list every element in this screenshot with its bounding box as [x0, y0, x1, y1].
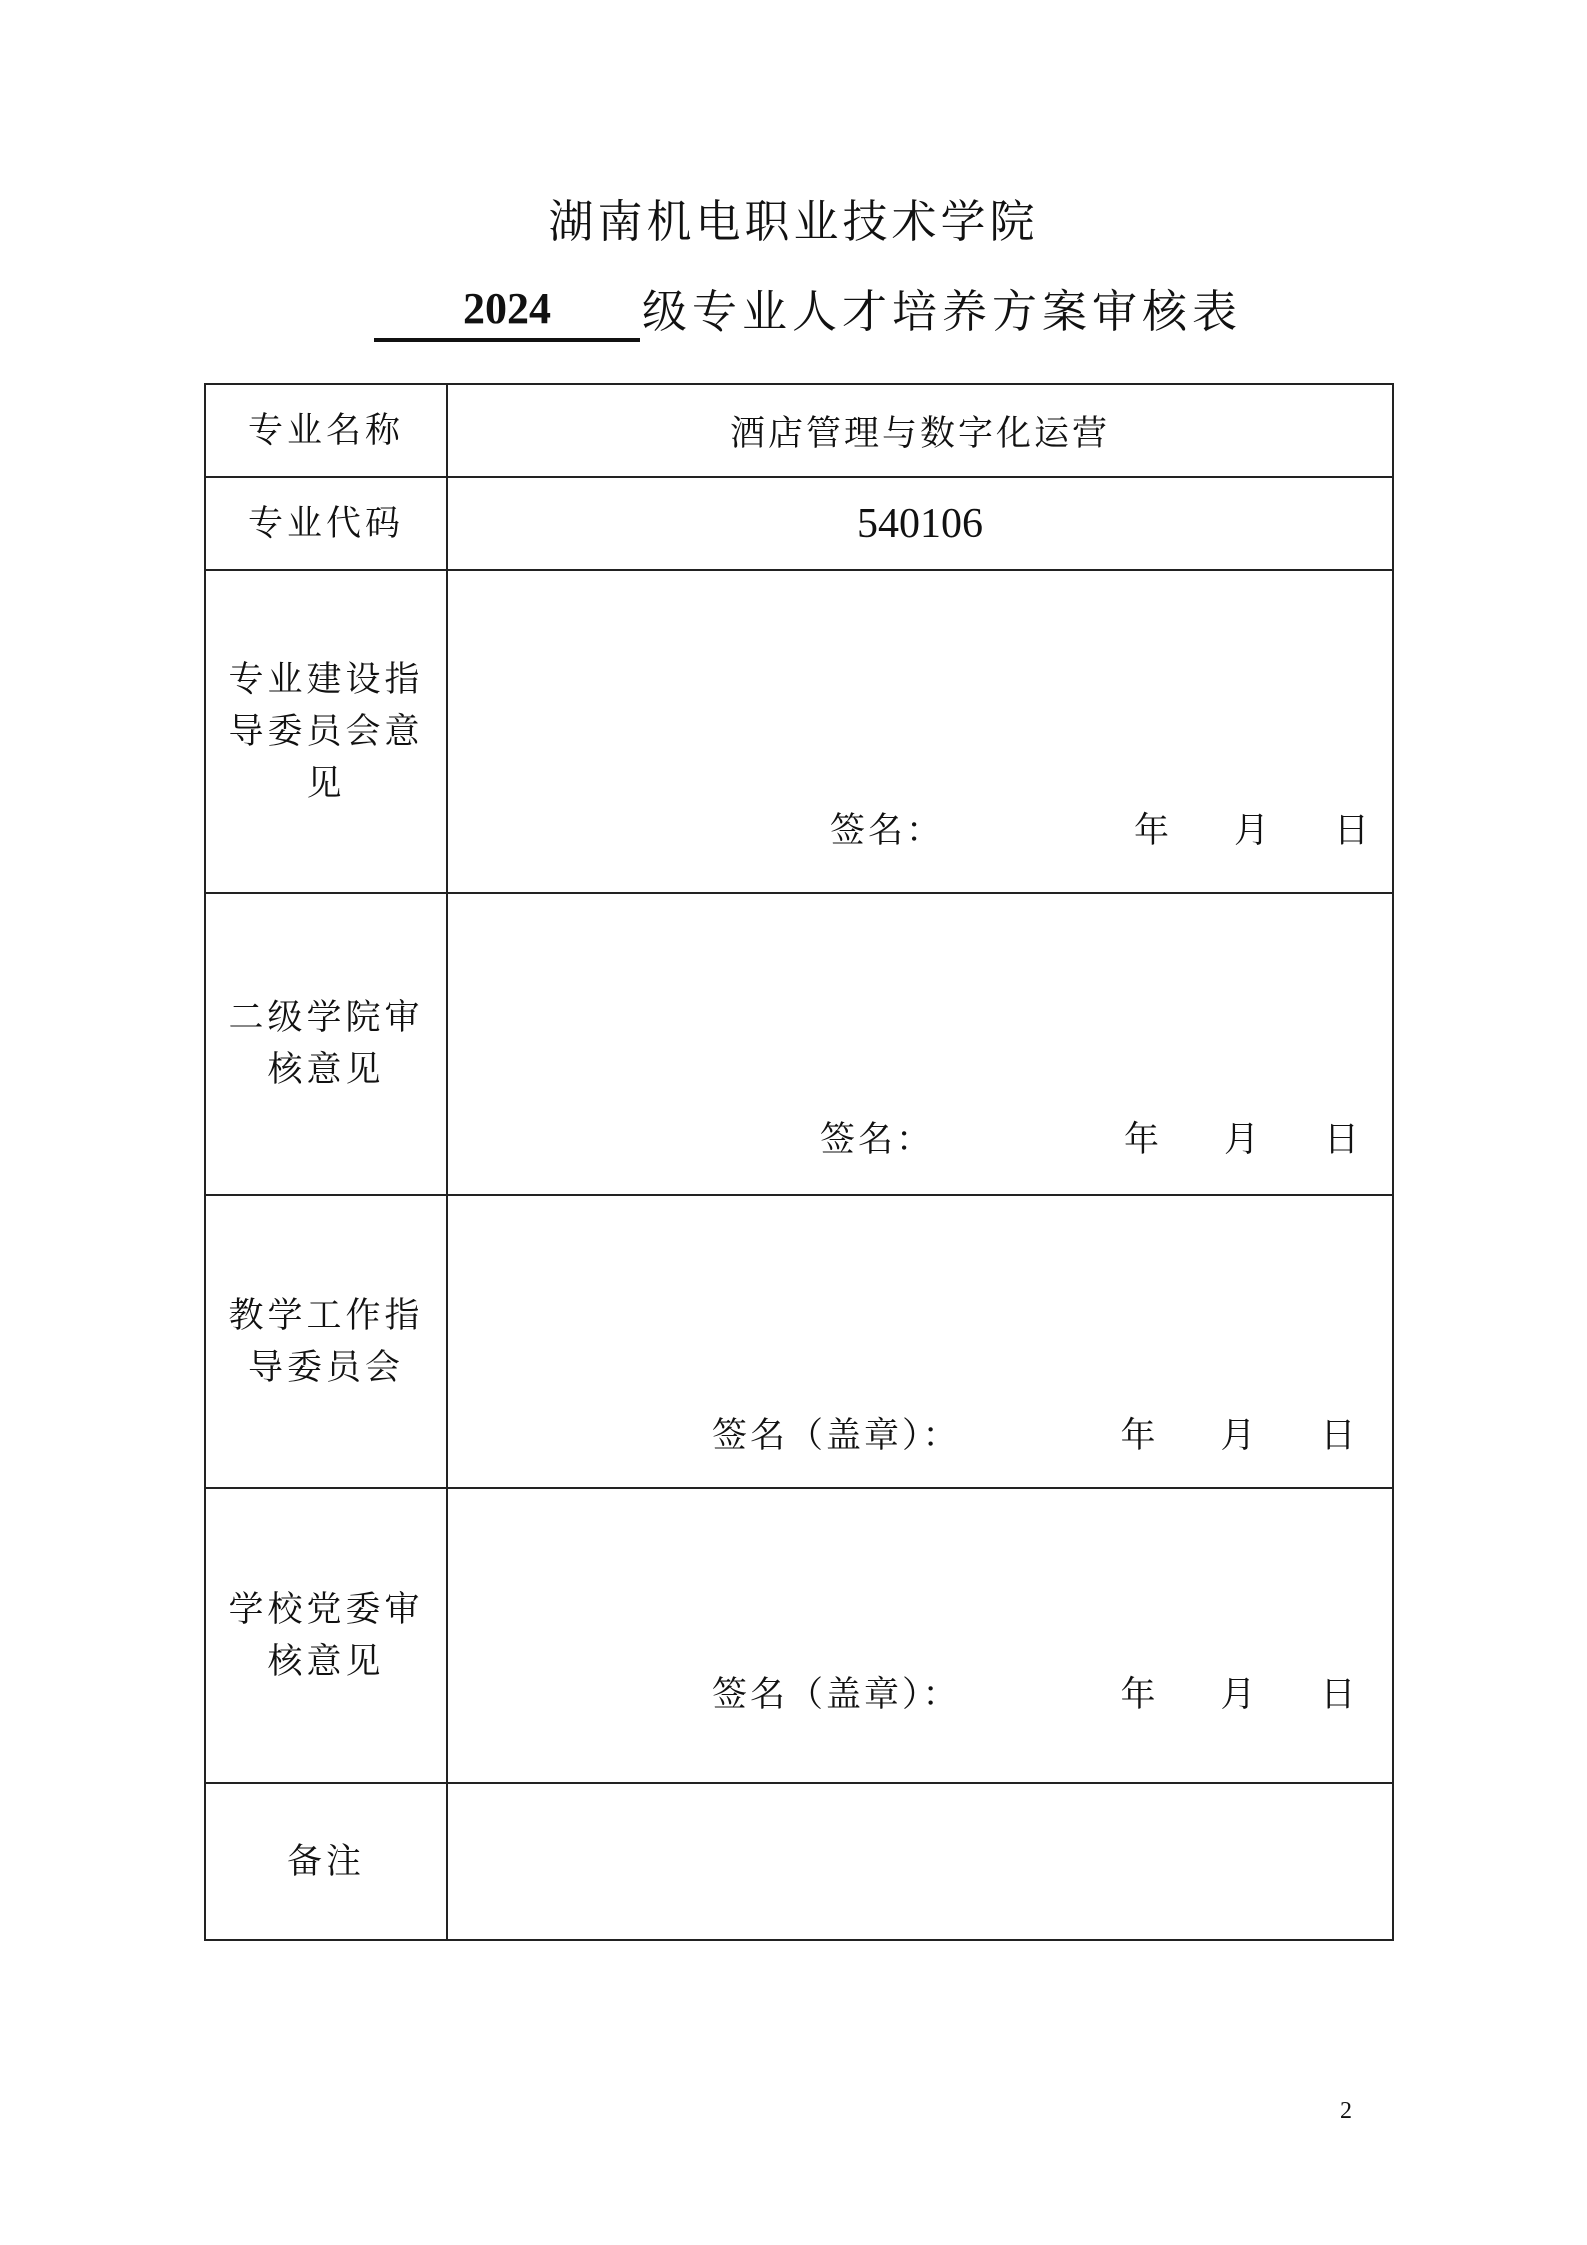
- party-label-cell: [205, 1488, 447, 1783]
- college-label-line2: 核意见: [267, 1050, 385, 1090]
- major-code-label-cell: [205, 477, 447, 570]
- college-label-cell: [205, 893, 447, 1195]
- college-month-label: 月: [1224, 1120, 1263, 1160]
- major-code-label: 专业代码: [247, 503, 404, 544]
- remarks-label: 备注: [286, 1841, 365, 1882]
- college-year-label: 年: [1124, 1120, 1163, 1160]
- row-college-opinion: [205, 893, 1393, 1195]
- teaching-label-line2: 导委员会: [247, 1347, 404, 1388]
- college-opinion-cell: [447, 893, 1393, 1195]
- review-table: [204, 383, 1394, 1941]
- college-signature-line: [820, 1112, 1362, 1162]
- party-year-label: 年: [1120, 1675, 1159, 1715]
- major-name-label-cell: [205, 384, 447, 477]
- row-major-code: [205, 477, 1393, 570]
- row-remarks: [205, 1783, 1393, 1940]
- party-signature-line: [712, 1667, 1359, 1717]
- college-label: [206, 992, 446, 1096]
- form-title: [374, 280, 1242, 350]
- row-party-committee: [205, 1488, 1393, 1783]
- major-code-value: 540106: [857, 500, 983, 547]
- committee-label-line3: 见: [306, 763, 346, 804]
- teaching-signature-line: [712, 1408, 1359, 1458]
- committee-month-label: 月: [1234, 811, 1273, 851]
- committee-year-label: 年: [1134, 811, 1173, 851]
- teaching-opinion-cell: [447, 1195, 1393, 1488]
- committee-signature-label: 签名：: [830, 811, 945, 851]
- major-name-value-cell: [447, 384, 1393, 477]
- committee-label-line1: 专业建设指: [228, 659, 424, 700]
- college-signature-label: 签名：: [820, 1120, 935, 1160]
- college-label-line1: 二级学院审: [228, 998, 424, 1038]
- party-label-line2: 核意见: [267, 1641, 385, 1682]
- major-name-value: 酒店管理与数字化运营: [729, 413, 1110, 454]
- committee-label: [206, 654, 446, 810]
- committee-day-label: 日: [1334, 811, 1373, 851]
- party-opinion-cell: [447, 1488, 1393, 1783]
- major-code-value-cell: [447, 477, 1393, 570]
- teaching-label-cell: [205, 1195, 447, 1488]
- teaching-day-label: 日: [1320, 1416, 1359, 1456]
- party-label: [206, 1584, 446, 1688]
- document-title: 湖南机电职业技术学院: [548, 195, 1039, 248]
- page-number: 2: [1340, 2098, 1352, 2124]
- committee-opinion-cell: [447, 570, 1393, 893]
- teaching-label-line1: 教学工作指: [228, 1295, 424, 1336]
- party-day-label: 日: [1320, 1675, 1359, 1715]
- teaching-signature-label: 签名（盖章）：: [712, 1416, 961, 1456]
- form-title-text: 级专业人才培养方案审核表: [642, 285, 1243, 338]
- teaching-month-label: 月: [1220, 1416, 1259, 1456]
- college-day-label: 日: [1324, 1120, 1363, 1160]
- row-major-name: [205, 384, 1393, 477]
- teaching-label: [206, 1290, 446, 1394]
- remarks-label-cell: [205, 1783, 447, 1940]
- party-month-label: 月: [1220, 1675, 1259, 1715]
- row-teaching-committee: [205, 1195, 1393, 1488]
- party-signature-label: 签名（盖章）：: [712, 1675, 961, 1715]
- party-label-line1: 学校党委审: [228, 1589, 424, 1630]
- teaching-year-label: 年: [1120, 1416, 1159, 1456]
- remarks-value-cell: [447, 1783, 1393, 1940]
- committee-label-cell: [205, 570, 447, 893]
- row-committee-opinion: [205, 570, 1393, 893]
- year-field: 2024: [374, 280, 640, 342]
- major-name-label: 专业名称: [247, 410, 404, 451]
- committee-label-line2: 导委员会意: [228, 711, 424, 752]
- committee-signature-line: [830, 803, 1372, 853]
